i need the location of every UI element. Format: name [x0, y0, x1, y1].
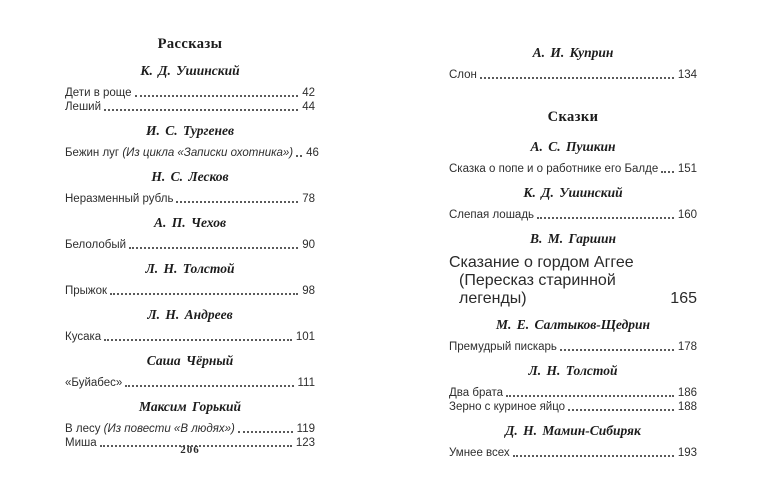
- entry-page-number: 188: [677, 401, 697, 413]
- section-heading-fairytales: Сказки: [547, 109, 599, 125]
- toc-entry: [65, 422, 315, 436]
- right-page-groups-before-heading: [449, 45, 697, 82]
- toc-entry: [65, 86, 315, 100]
- entry-page-number: 165: [670, 290, 697, 307]
- toc-entry: [65, 284, 315, 298]
- toc-left-page: [65, 36, 319, 496]
- toc-entry: [65, 192, 315, 206]
- toc-entry: [65, 100, 315, 114]
- author-name: Саша Чёрный: [146, 353, 234, 368]
- entry-page-number: 98: [302, 285, 315, 297]
- author-name: Д. Н. Мамин-Сибиряк: [505, 423, 641, 438]
- leader-dots: [480, 77, 674, 79]
- entry-title: Бежин луг: [65, 147, 120, 159]
- entry-page-number: 101: [295, 331, 315, 343]
- author-name: А. С. Пушкин: [530, 139, 616, 154]
- leader-dots: [661, 171, 674, 173]
- author-name: К. Д. Ушинский: [140, 63, 240, 78]
- right-page-groups: [449, 139, 697, 460]
- entry-title: Премудрый пискарь: [449, 341, 557, 353]
- entry-title: В лесу: [65, 423, 101, 435]
- author-name: К. Д. Ушинский: [523, 185, 623, 200]
- entry-page-number: 134: [677, 69, 697, 81]
- toc-entry: [65, 146, 319, 160]
- entry-title: Слон: [449, 69, 477, 81]
- entry-title: Прыжок: [65, 285, 108, 297]
- leader-dots: [537, 217, 674, 219]
- author-name: Л. Н. Толстой: [528, 363, 618, 378]
- toc-entry: [449, 400, 697, 414]
- toc-entry: [449, 446, 697, 460]
- leader-dots: [513, 455, 674, 457]
- entry-subtitle: (Пересказ старинной легенды): [459, 272, 616, 307]
- toc-entry: [449, 386, 697, 400]
- entry-title: Дети в роще: [65, 87, 132, 99]
- entry-page-number: 186: [677, 387, 697, 399]
- author-name: А. П. Чехов: [153, 215, 227, 230]
- entry-title: Зерно с куриное яйцо: [449, 401, 566, 413]
- leader-dots: [129, 247, 298, 249]
- left-page-groups: [65, 63, 319, 450]
- toc-entry: [449, 208, 697, 222]
- entry-page-number: 119: [296, 423, 315, 435]
- entry-title: Два брата: [449, 387, 504, 399]
- author-name: Максим Горький: [139, 399, 241, 414]
- entry-title: Сказание о гордом Аггее: [449, 254, 634, 271]
- toc-entry: [65, 376, 315, 390]
- entry-page-number: 78: [302, 193, 315, 205]
- toc-entry: [65, 238, 315, 252]
- toc-entry: [449, 254, 697, 308]
- toc-entry: [65, 330, 315, 344]
- entry-title: Слепая лошадь: [449, 209, 535, 221]
- page-number: 206: [180, 444, 200, 456]
- toc-entry: [449, 340, 697, 354]
- leader-dots: [296, 155, 302, 157]
- leader-dots: [104, 339, 292, 341]
- entry-title: Умнее всех: [449, 447, 510, 459]
- leader-dots: [238, 431, 293, 433]
- entry-page-number: 90: [302, 239, 315, 251]
- leader-dots: [125, 385, 293, 387]
- entry-title-note: (Из повести «В людях»): [100, 423, 235, 435]
- leader-dots: [176, 201, 298, 203]
- leader-dots: [560, 349, 674, 351]
- author-name: А. И. Куприн: [532, 45, 614, 60]
- author-name: Н. С. Лесков: [151, 169, 229, 184]
- toc-entry: [449, 162, 697, 176]
- entry-title: Сказка о попе и о работнике его Балде: [449, 163, 659, 175]
- entry-page-number: 123: [295, 437, 315, 449]
- entry-page-number: 42: [302, 87, 315, 99]
- toc-right-page: [449, 36, 697, 496]
- leader-dots: [104, 109, 298, 111]
- entry-title: Миша: [65, 437, 97, 449]
- leader-dots: [110, 293, 298, 295]
- entry-page-number: 160: [677, 209, 697, 221]
- toc-entry: [449, 68, 697, 82]
- leader-dots: [568, 409, 674, 411]
- entry-page-number: 46: [306, 147, 319, 159]
- author-name: М. Е. Салтыков-Щедрин: [495, 317, 651, 332]
- entry-subtitle-row: [449, 272, 697, 308]
- leader-dots: [506, 395, 674, 397]
- entry-page-number: 151: [677, 163, 697, 175]
- entry-title: Леший: [65, 101, 102, 113]
- entry-title: Белолобый: [65, 239, 127, 251]
- entry-title: Неразменный рубль: [65, 193, 174, 205]
- leader-dots: [135, 95, 299, 97]
- author-name: И. С. Тургенев: [146, 123, 234, 138]
- entry-page-number: 111: [297, 377, 315, 389]
- author-name: Л. Н. Андреев: [147, 307, 233, 322]
- section-heading-stories: Рассказы: [157, 36, 223, 52]
- author-name: Л. Н. Толстой: [145, 261, 235, 276]
- entry-title-note: (Из цикла «Записки охотника»): [119, 147, 294, 159]
- entry-title: Кусака: [65, 331, 102, 343]
- entry-page-number: 44: [302, 101, 315, 113]
- author-name: В. М. Гаршин: [529, 231, 617, 246]
- entry-title: «Буйабес»: [65, 377, 123, 389]
- entry-page-number: 178: [677, 341, 697, 353]
- entry-page-number: 193: [677, 447, 697, 459]
